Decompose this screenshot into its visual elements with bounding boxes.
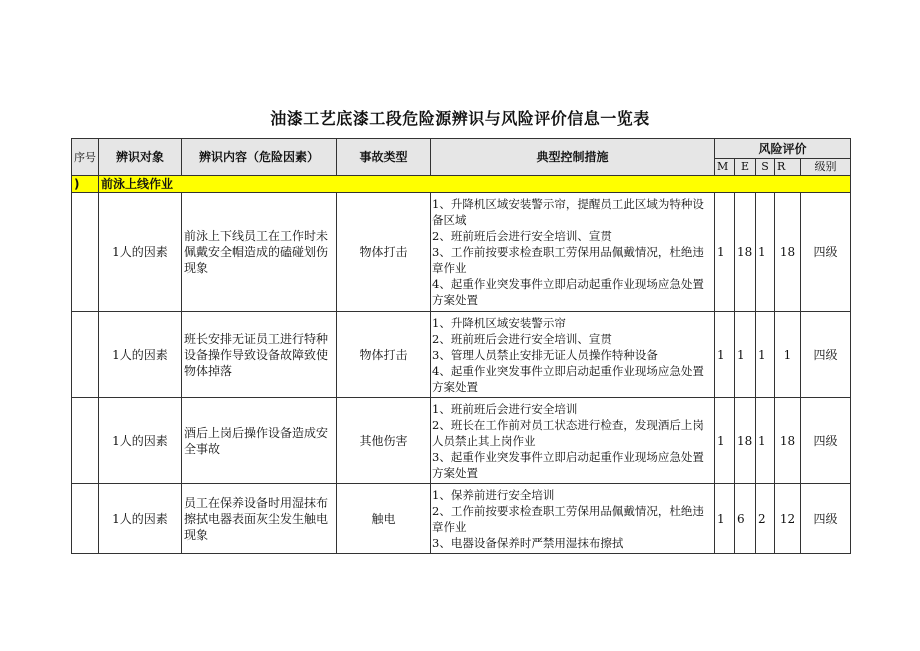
target-cell: 1人的因素 <box>99 312 182 398</box>
measures-cell <box>431 484 715 554</box>
hazard-table <box>71 138 851 554</box>
measure-item: 2、班前班后会进行安全培训、宣贯 <box>432 331 612 346</box>
measure-item: 2、班长在工作前对员工状态进行检查，发现酒后上岗人员禁止其上岗作业 <box>432 417 704 448</box>
content-cell: 酒后上岗后操作设备造成安全事故 <box>182 398 337 484</box>
level-cell: 四级 <box>801 312 851 398</box>
level-cell: 四级 <box>801 193 851 312</box>
level-cell: 四级 <box>801 398 851 484</box>
m-cell: 1 <box>715 398 735 484</box>
measure-item: 1、班前班后会进行安全培训 <box>432 401 578 416</box>
accident-cell: 触电 <box>337 484 431 554</box>
r-cell: 12 <box>775 484 801 554</box>
measures-cell <box>431 312 715 398</box>
measure-item: 1、升降机区域安装警示帘，提醒员工此区域为特种设备区域 <box>432 197 704 227</box>
header-content: 辨识内容（危险因素） <box>182 139 337 176</box>
table-row <box>72 484 851 554</box>
target-cell: 1人的因素 <box>99 398 182 484</box>
s-cell: 1 <box>756 193 775 312</box>
section-row <box>72 176 851 193</box>
target-cell: 1人的因素 <box>99 193 182 312</box>
table-row <box>72 193 851 312</box>
content-cell: 员工在保养设备时用湿抹布擦拭电器表面灰尘发生触电现象 <box>182 484 337 554</box>
s-cell: 1 <box>756 398 775 484</box>
measures-cell <box>431 193 715 312</box>
r-cell: 18 <box>775 193 801 312</box>
measure-item: 3、起重作业突发事件立即启动起重作业现场应急处置方案处置 <box>432 449 704 480</box>
level-cell: 四级 <box>801 484 851 554</box>
header-accident: 事故类型 <box>337 139 431 176</box>
measure-item: 2、班前班后会进行安全培训、宣贯 <box>432 229 612 243</box>
measure-item: 1、保养前进行安全培训 <box>432 487 555 502</box>
measures-cell <box>431 398 715 484</box>
header-level: 级别 <box>801 159 851 176</box>
e-cell: 6 <box>735 484 756 554</box>
page-title: 油漆工艺底漆工段危险源辨识与风险评价信息一览表 <box>270 109 650 128</box>
accident-cell: 物体打击 <box>337 312 431 398</box>
table-row <box>72 398 851 484</box>
header-measures: 典型控制措施 <box>431 139 715 176</box>
e-cell: 18 <box>735 193 756 312</box>
e-cell: 18 <box>735 398 756 484</box>
measure-item: 1、升降机区域安装警示帘 <box>432 315 566 330</box>
seq-cell <box>72 398 99 484</box>
measure-item: 3、管理人员禁止安排无证人员操作特种设备 <box>432 347 658 362</box>
header-target: 辨识对象 <box>99 139 182 176</box>
content-cell: 前泳上下线员工在工作时未佩戴安全帽造成的磕碰划伤现象 <box>182 193 337 312</box>
content-cell: 班长安排无证员工进行特种设备操作导致设备故障致使物体掉落 <box>182 312 337 398</box>
section-name: 前泳上线作业 <box>99 176 851 193</box>
measure-item: 3、电器设备保养时严禁用湿抹布擦拭 <box>432 535 624 550</box>
measure-item: 4、起重作业突发事件立即启动起重作业现场应急处置方案处置 <box>432 277 704 307</box>
target-cell: 1人的因素 <box>99 484 182 554</box>
m-cell: 1 <box>715 484 735 554</box>
e-cell: 1 <box>735 312 756 398</box>
accident-cell: 其他伤害 <box>337 398 431 484</box>
seq-cell <box>72 193 99 312</box>
seq-cell <box>72 484 99 554</box>
header-risk: 风险评价 <box>715 139 851 159</box>
r-cell: 18 <box>775 398 801 484</box>
measure-item: 3、工作前按要求检查职工劳保用品佩戴情况，杜绝违章作业 <box>432 245 704 275</box>
header-e: E <box>735 159 756 176</box>
s-cell: 2 <box>756 484 775 554</box>
section-marker: ) <box>72 176 99 193</box>
m-cell: 1 <box>715 312 735 398</box>
header-s: S <box>756 159 775 176</box>
accident-cell: 物体打击 <box>337 193 431 312</box>
header-seq: 序号 <box>72 139 99 176</box>
m-cell: 1 <box>715 193 735 312</box>
s-cell: 1 <box>756 312 775 398</box>
table-row <box>72 312 851 398</box>
r-cell: 1 <box>775 312 801 398</box>
measure-item: 2、工作前按要求检查职工劳保用品佩戴情况，杜绝违章作业 <box>432 503 704 534</box>
measure-item: 4、起重作业突发事件立即启动起重作业现场应急处置方案处置 <box>432 363 704 394</box>
seq-cell <box>72 312 99 398</box>
header-r: R <box>775 159 801 176</box>
header-m: M <box>715 159 735 176</box>
